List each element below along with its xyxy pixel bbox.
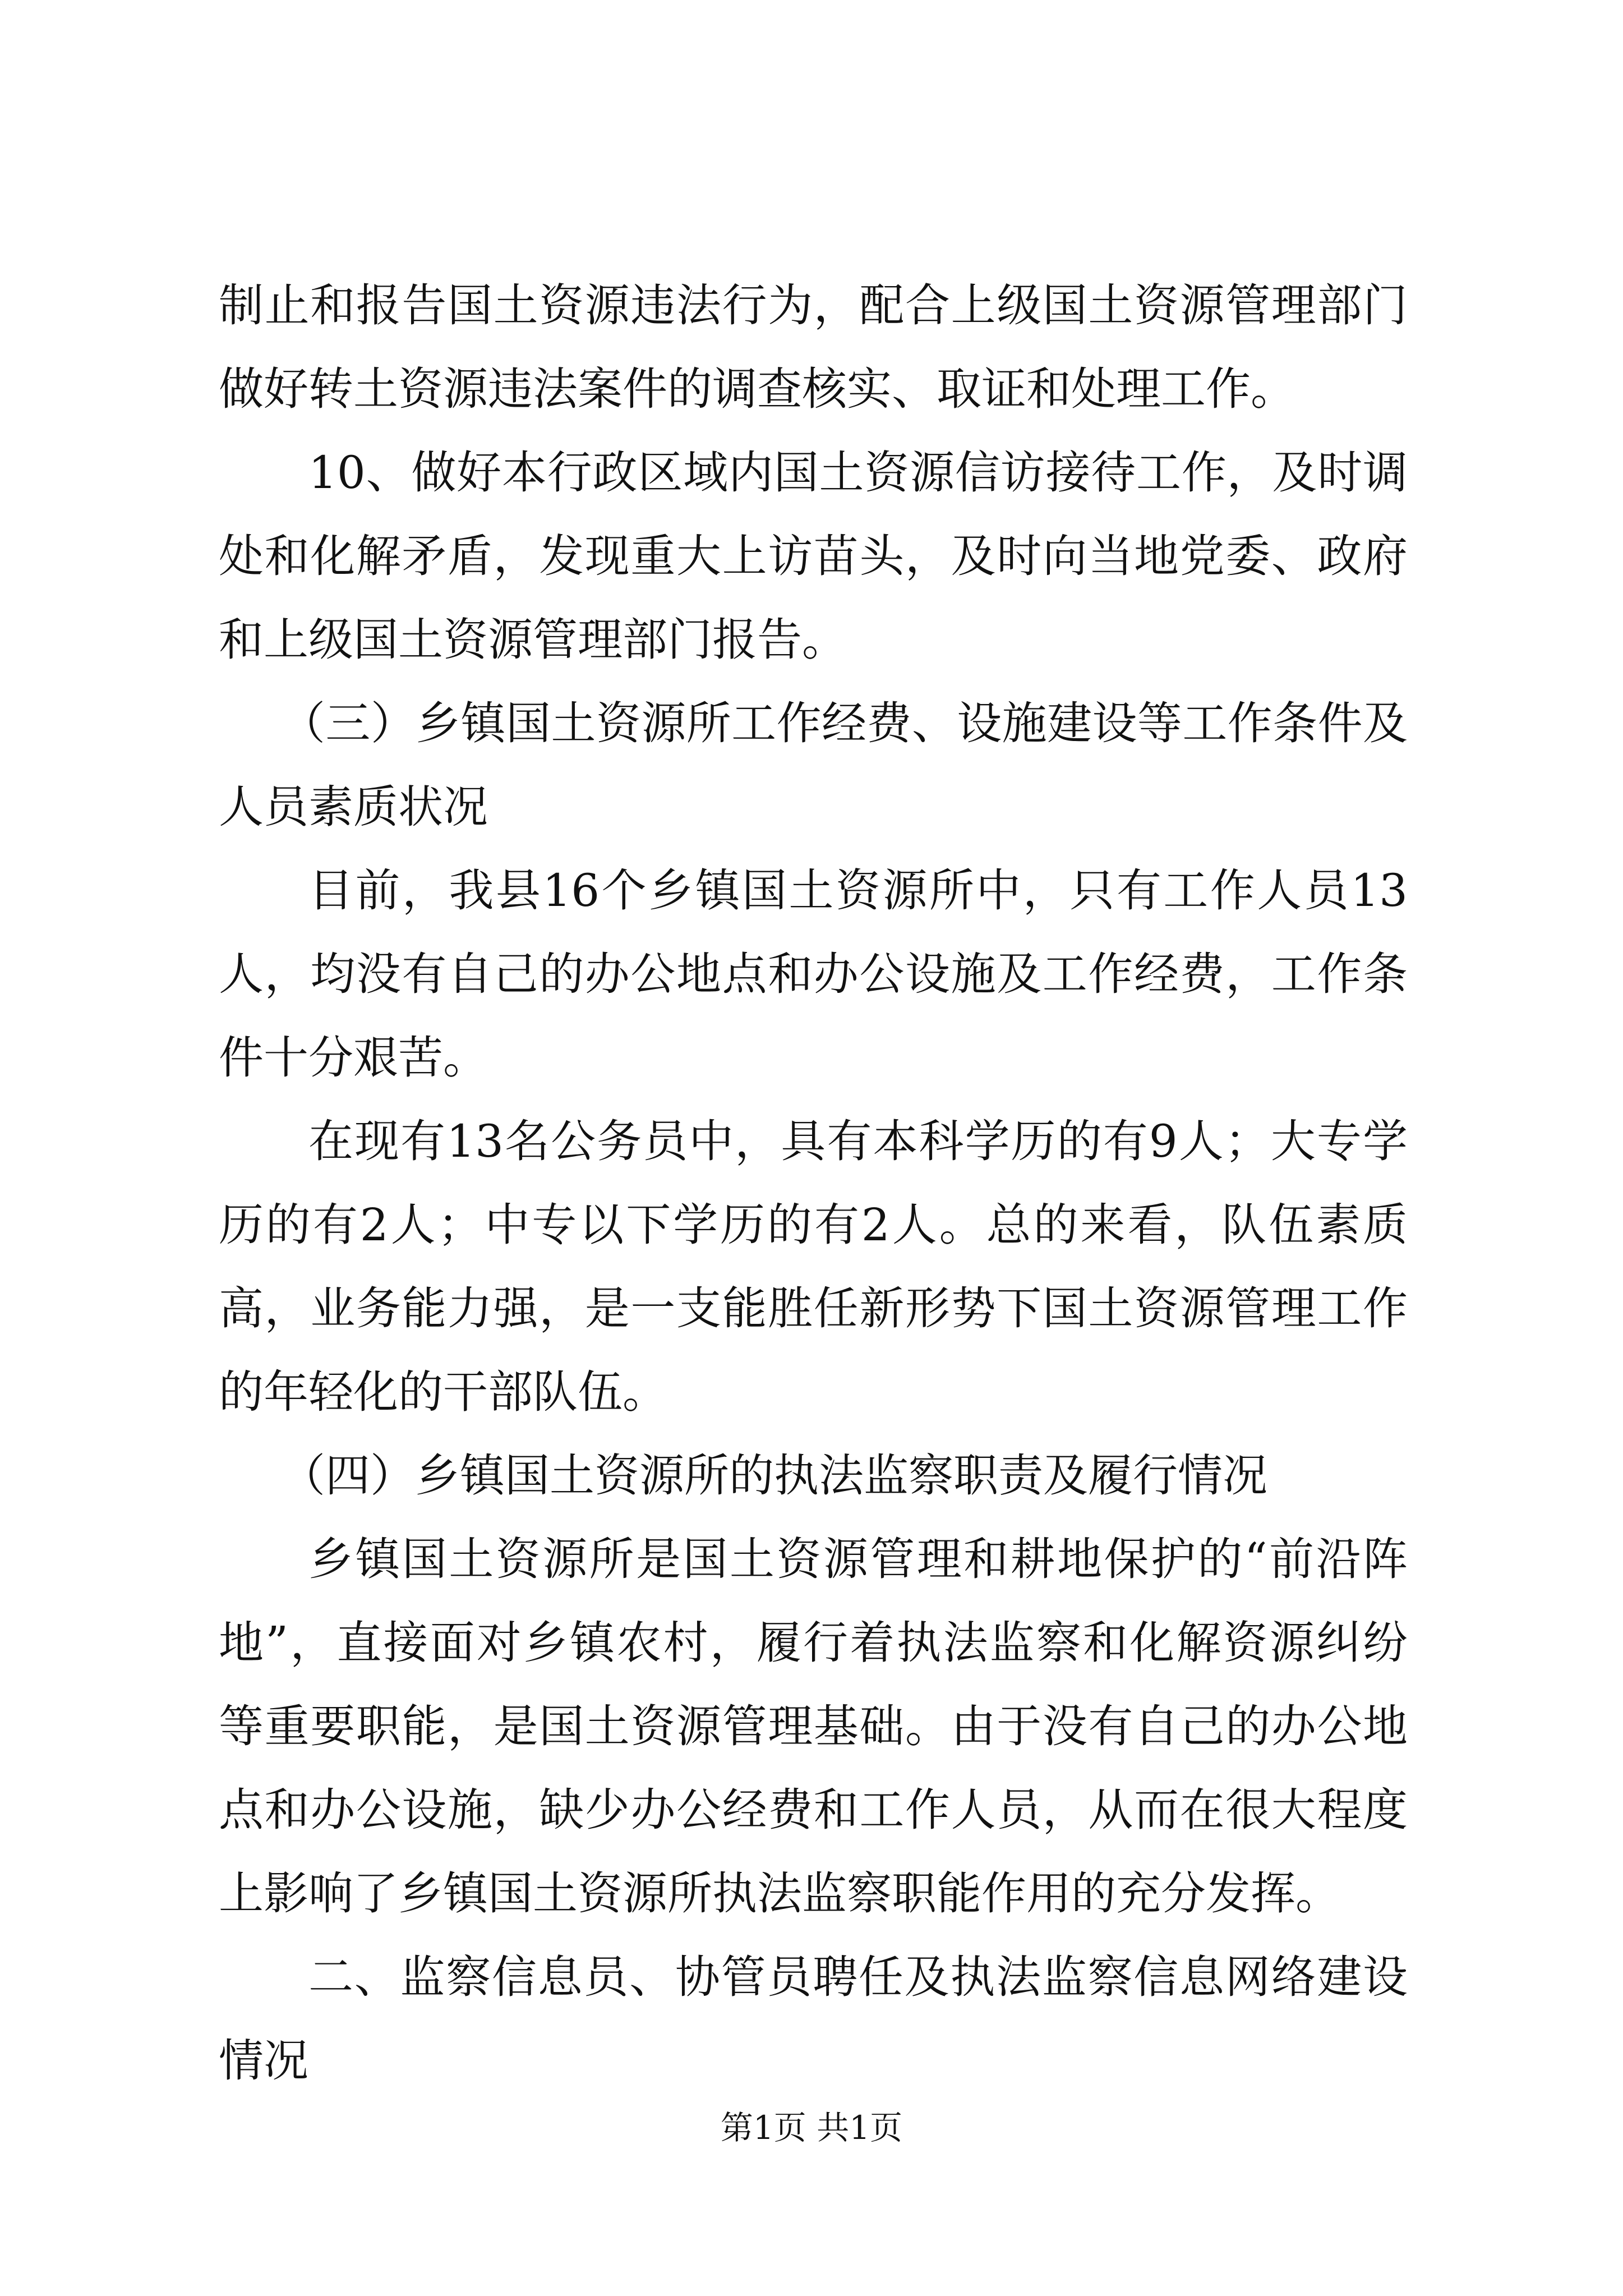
paragraph-item-10: 10、做好本行政区域内国土资源信访接待工作，及时调处和化解矛盾，发现重大上访苗头，及时向当地党委、政府和上级国土资源管理部门报告。 [219,447,1408,666]
paragraph-supervision-duties: 乡镇国土资源所是国土资源管理和耕地保护的“前沿阵地”，直接面对乡镇农村，履行着执法监察和化解资源纠纷等重要职能，是国土资源管理基础。由于没有自己的办公地点和办公设施，缺少办公经费和工作人员，从而在很大程度上影响了乡镇国土资源所执法监察职能作用的充分发挥。 [219,1533,1408,1920]
document-body [219,264,1408,2102]
paragraph-continuation: 制止和报告国土资源违法行为，配合上级国土资源管理部门做好转土资源违法案件的调查核实、取证和处理工作。 [219,279,1408,415]
section-heading-2: 二、监察信息员、协管员聘任及执法监察信息网络建设情况 [219,1951,1408,2087]
paragraph-staff-education: 在现有13名公务员中，具有本科学历的有9人；大专学历的有2人；中专以下学历的有2人。总的来看，队伍素质高，业务能力强，是一支能胜任新形势下国土资源管理工作的年轻化的干部队伍。 [219,1115,1408,1418]
page-number-footer: 第1页 共1页 [720,2109,903,2147]
paragraph-staff-count: 目前，我县16个乡镇国土资源所中，只有工作人员13人，均没有自己的办公地点和办公设施及工作经费，工作条件十分艰苦。 [219,864,1408,1084]
section-heading-4: （四）乡镇国土资源所的执法监察职责及履行情况 [280,1450,1267,1502]
section-heading-3: （三）乡镇国土资源所工作经费、设施建设等工作条件及人员素质状况 [219,697,1408,833]
